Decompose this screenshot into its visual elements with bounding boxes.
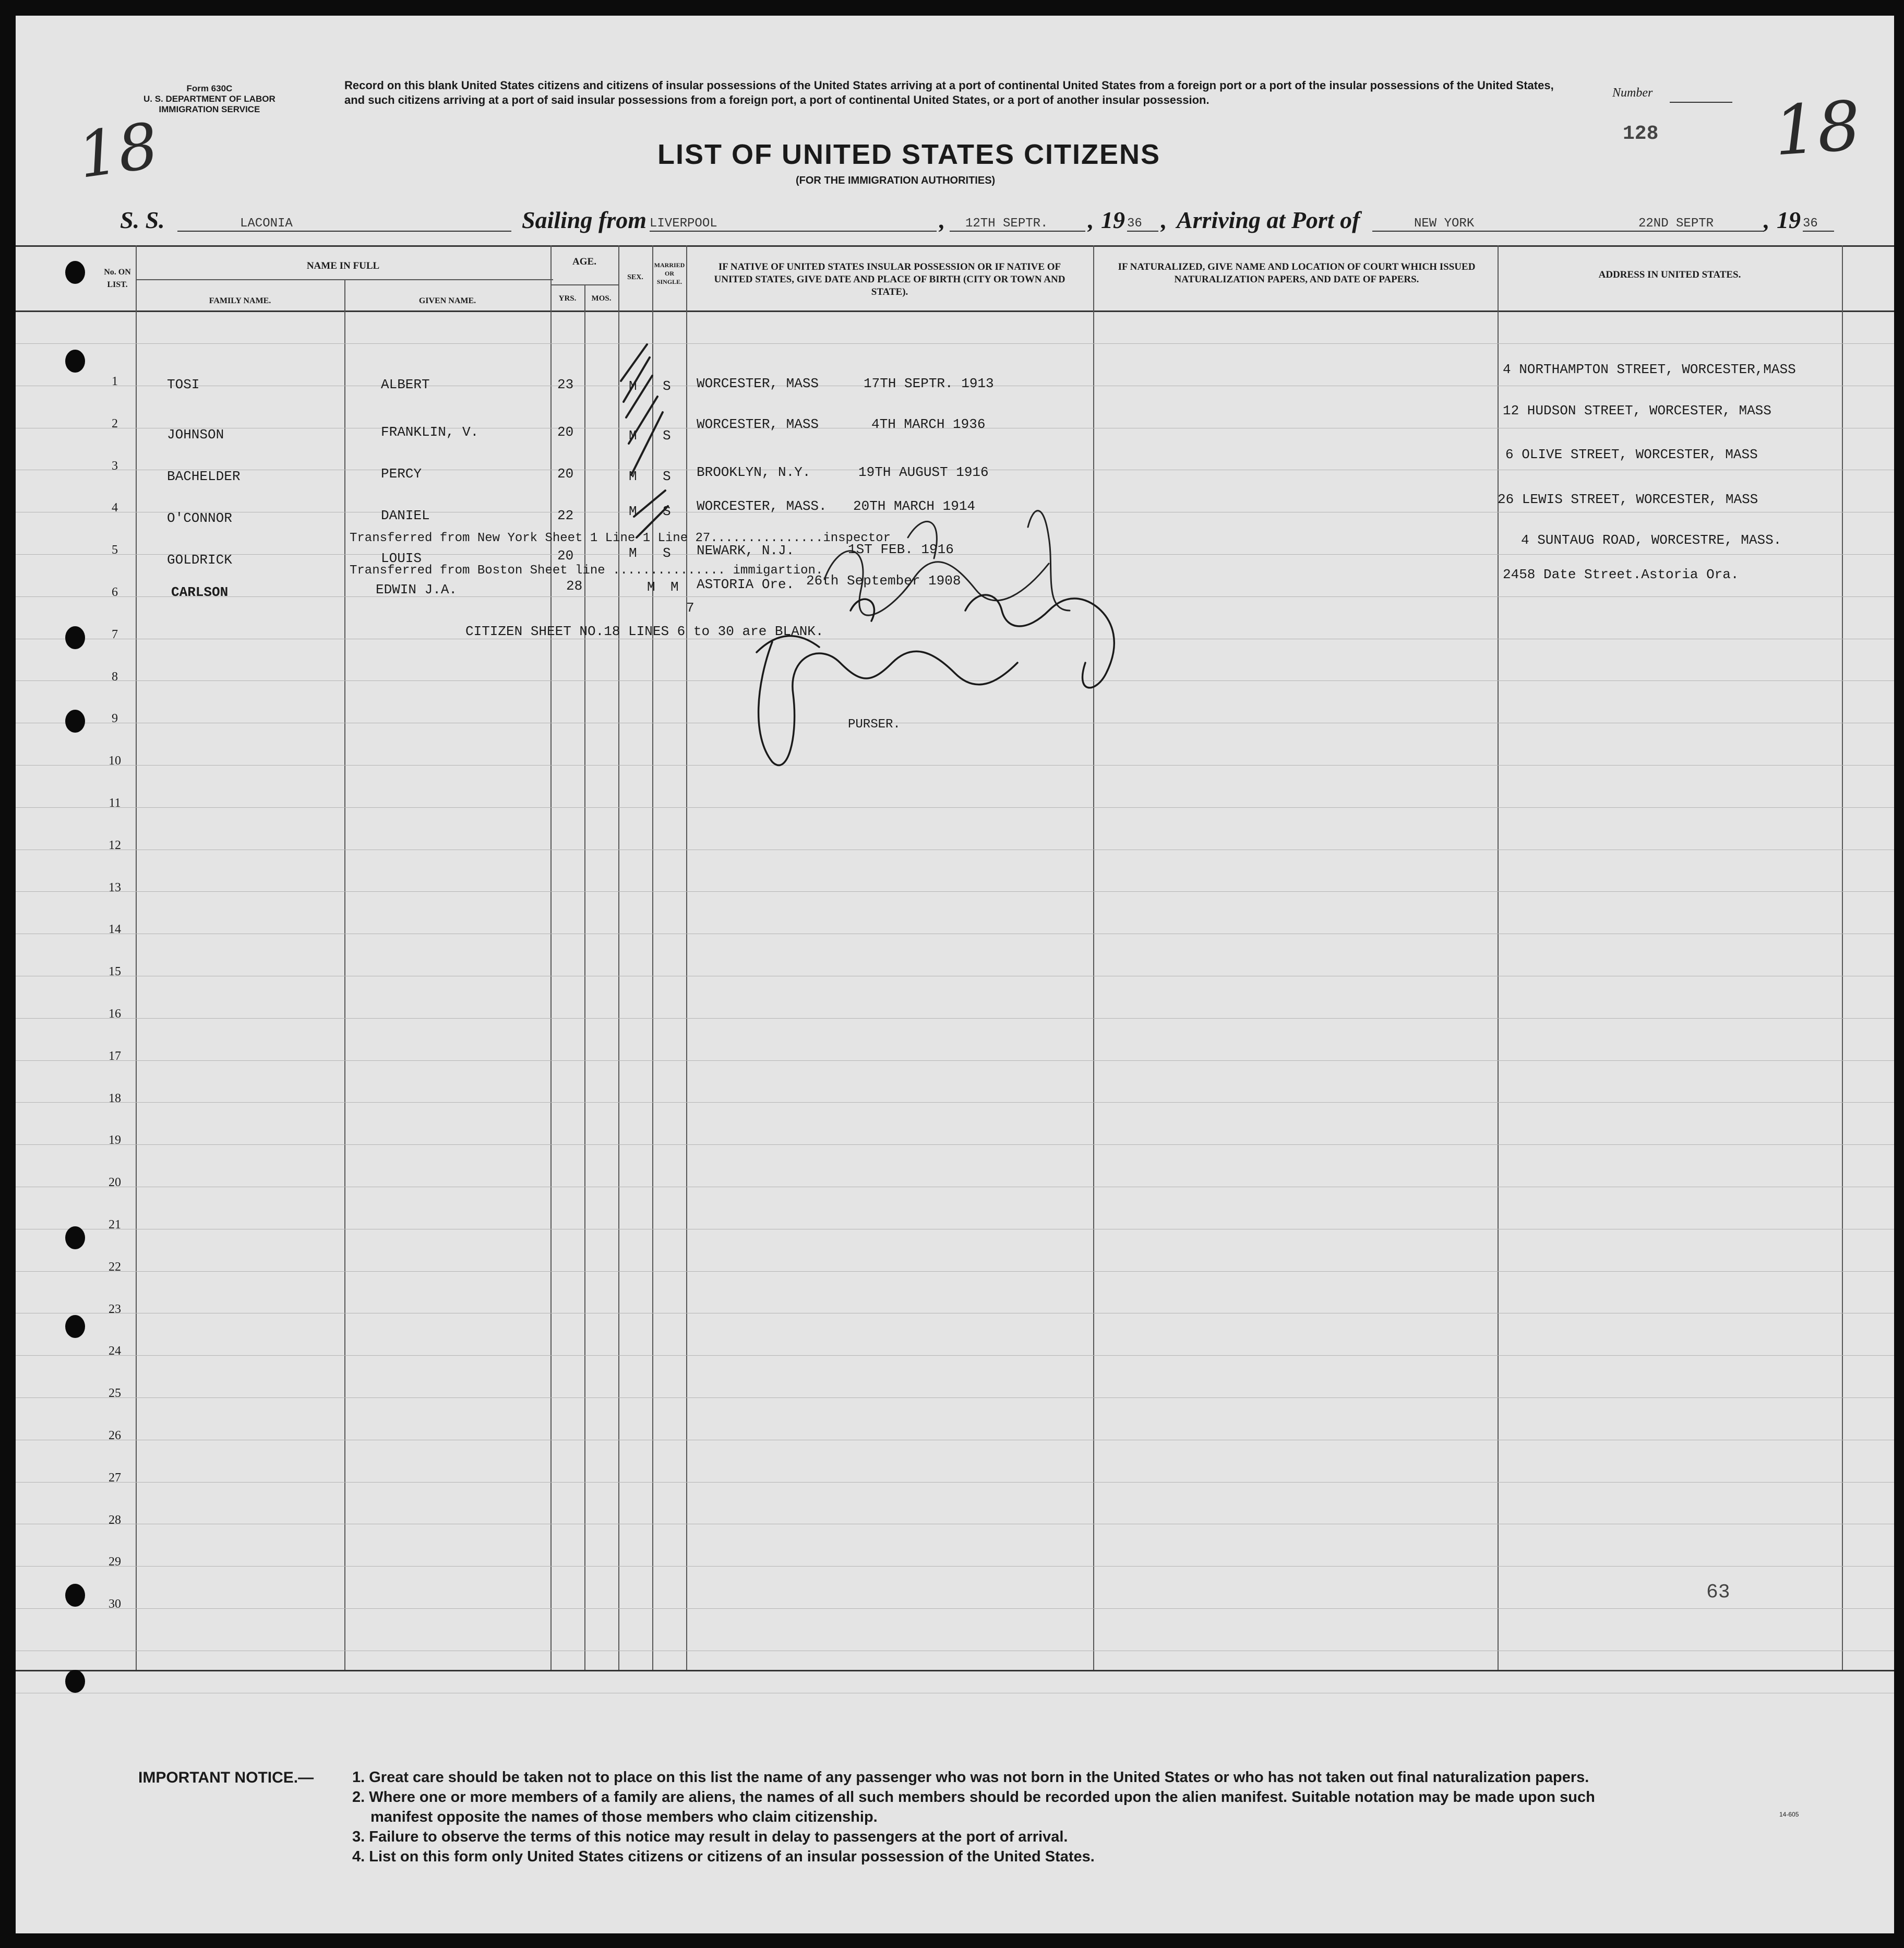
ruled-line <box>16 1060 1894 1061</box>
ruled-line <box>16 1397 1894 1398</box>
row-number: 7 <box>112 628 118 641</box>
age-years: 23 <box>557 377 574 392</box>
age-years: 20 <box>557 548 574 564</box>
row-number: 12 <box>109 839 121 852</box>
row-number: 27 <box>109 1471 121 1485</box>
arrival-date: 22ND SEPTR <box>1623 217 1764 232</box>
ruled-line <box>16 1271 1894 1272</box>
right-margin-line <box>1842 245 1843 1670</box>
row-number: 11 <box>109 796 121 810</box>
row-number: 15 <box>109 965 121 978</box>
form-identifier <box>143 83 276 115</box>
page-subtitle: (FOR THE IMMIGRATION AUTHORITIES) <box>796 175 996 186</box>
handwritten-sheet-number-right: 18 <box>1771 86 1863 171</box>
col-head-no: No. ON LIST. <box>104 268 131 289</box>
table-top-border <box>16 245 1894 247</box>
sailing-year-prefix: 19 <box>1101 207 1125 233</box>
row-number: 25 <box>109 1387 121 1400</box>
punch-hole <box>65 1670 85 1693</box>
row-number: 24 <box>109 1344 121 1358</box>
column-divider <box>584 284 585 1670</box>
given-name: EDWIN J.A. <box>376 582 458 597</box>
address: 4 SUNTAUG ROAD, WORCESTRE, MASS. <box>1521 532 1782 548</box>
sex: M <box>647 579 655 595</box>
punch-hole <box>65 1226 85 1249</box>
ruled-line <box>16 1102 1894 1103</box>
purser-signature <box>757 595 1114 765</box>
row-number: 4 <box>112 501 118 515</box>
punch-hole <box>65 1315 85 1338</box>
row-number: 20 <box>109 1176 121 1189</box>
sailing-from-label: Sailing from <box>522 207 647 233</box>
sex: M <box>629 504 637 519</box>
row-number: 22 <box>109 1260 121 1274</box>
print-code: 14-605 <box>1779 1811 1799 1818</box>
column-divider <box>1498 245 1499 1670</box>
number-label: Number <box>1612 86 1653 100</box>
column-divider <box>136 245 137 1670</box>
col-head-address: ADDRESS IN UNITED STATES. <box>1598 269 1741 280</box>
row-number: 17 <box>109 1049 121 1063</box>
sex: M <box>629 378 637 394</box>
check-mark <box>629 397 657 444</box>
row-number: 9 <box>112 712 118 725</box>
given-name: LOUIS <box>381 551 422 566</box>
transfer-note: Transferred from New York Sheet 1 Line 1 Line 27...............inspector <box>350 531 891 545</box>
col-head-naturalization: IF NATURALIZED, GIVE NAME AND LOCATION OF COURT WHICH ISSUED NATURALIZATION PAPERS, AND DATE OF PAPERS. <box>1118 261 1476 285</box>
age-years: 20 <box>557 466 574 482</box>
column-divider <box>344 279 345 1670</box>
age-years: 28 <box>566 578 583 594</box>
check-mark <box>621 344 647 381</box>
birth-date: 17TH SEPTR. 1913 <box>864 376 994 391</box>
row-number: 16 <box>109 1007 121 1021</box>
ship-name: LACONIA <box>177 217 511 232</box>
col-head-months: MOS. <box>591 294 612 303</box>
row-number: 19 <box>109 1133 121 1147</box>
notice-item-3: 3. Failure to observe the terms of this notice may result in delay to passengers at the port of arrival. <box>352 1829 1068 1845</box>
col-head-age: AGE. <box>572 256 596 267</box>
marital-status: S <box>663 428 671 444</box>
age-years: 20 <box>557 424 574 440</box>
marital-status: S <box>663 504 671 519</box>
page-title: LIST OF UNITED STATES CITIZENS <box>657 139 1160 170</box>
column-divider <box>550 245 552 1670</box>
arrival-port: NEW YORK <box>1372 217 1623 232</box>
check-mark <box>624 357 650 402</box>
departure-port: LIVERPOOL <box>650 217 937 232</box>
family-name: CARLSON <box>171 584 229 600</box>
given-name: DANIEL <box>381 508 430 523</box>
row-number: 13 <box>109 881 121 894</box>
family-name: JOHNSON <box>167 427 224 443</box>
handwritten-seven: 7 <box>686 600 694 616</box>
manifest-sheet: Form 630C U. S. DEPARTMENT OF LABOR IMMIGRATION SERVICE Record on this blank United States citizens and citizens of insular possessions of the United States arriving at a port of continental United States from a foreign port or a port of the insular possessions of the United States, and such citizens arriving at a port of said insular possessions from a foreign port, a port of continental United States, or a port of another insular possession. Number 128 18 18 LIST OF UNITED STATES CITIZENS (FOR THE IMMIGRATION AUTHORITIES) S. S. LACONIA Sailing from LIVERPOOL , 12TH SEPTR. , 19 36 , Arriving at Port of NEW YORK 22ND SEPTR , 19 36 No. ON LIST. NAME IN FULL FAMILY NAME. GIVEN NAME. AGE. YRS. MOS. SEX. MARRIED OR SINGLE. IF NATIVE OF UNITED STATES INSULAR POSSESSION OR IF NATIVE OF UNITED STATES, GIVE DATE AND PLACE OF BIRTH (CITY OR TOWN AND STATE). IF NATURALIZED, GIVE NAME AND LOCATION OF COURT WHICH ISSUED NATURALIZATION PAPERS, AND DATE OF PAPERS. ADDRESS IN UNITED STATES. 1 2 3 4 5 6 7 8 9 10 11 12 13 14 15 16 17 18 19 20 21 22 23 24 25 26 27 28 29 30 TOSI ALBERT 23 M S WORCESTER, MASS 17TH SEPTR. 1913 4 NORTHAMPTON STREET, WORCESTER,MASS JOHNSON FRANKLIN, V. 20 M S WORCESTER, MASS 4TH MARCH 1936 12 HUDSON STREET, WORCESTER, MASS BACHELDER PERCY 20 M S BROOKLYN, N.Y. 19TH AUGUST 1916 6 OLIVE STREET, WORCESTER, MASS O'CONNOR DANIEL 22 M S WORCESTER, MASS. 20TH MARCH 1914 26 LEWIS STREET, WORCESTER, MASS Transferred from New York Sheet 1 Line 1 Line 27...............inspector GOLDRICK LOUIS 20 M S NEWARK, N.J. 1ST FEB. 1916 4 SUNTAUG ROAD, WORCESTRE, MASS. Transferred from Boston Sheet line ............... immigartion. CARLSON EDWIN J.A. 28 M M ASTORIA Ore. 26th September 1908 2458 Date Street.Astoria Ora. 7 CITIZEN SHEET NO.18 LINES 6 to 30 are BLANK. PURSER. 63 IMPORTANT NOTICE.— 1. Great care should be taken not to place on this list the name of any passenger who was not born in the United States or who has not taken out final naturalization papers. 2. Where one or more members of a family are aliens, the names of all such members should be recorded upon the alien manifest. Suitable notation may be made upon such manifest opposite the names of those members who claim citizenship. 3. Failure to observe the terms of this notice may result in delay to passengers at the port of arrival. 4. List on this form only United States citizens or citizens of an insular possession of the United States. 14-605 <box>16 16 1894 1933</box>
birth-place: WORCESTER, MASS <box>697 376 819 391</box>
marital-status: S <box>663 469 671 484</box>
address: 4 NORTHAMPTON STREET, WORCESTER,MASS <box>1503 362 1796 377</box>
arriving-label: Arriving at Port of <box>1177 207 1360 233</box>
birth-place: WORCESTER, MASS. <box>697 498 827 514</box>
ruled-line <box>16 1018 1894 1019</box>
notice-heading: IMPORTANT NOTICE.— <box>138 1769 314 1786</box>
birth-date: 4TH MARCH 1936 <box>871 416 986 432</box>
row-number: 1 <box>112 375 118 388</box>
address: 6 OLIVE STREET, WORCESTER, MASS <box>1505 447 1758 462</box>
header-bottom-border <box>16 310 1894 312</box>
given-name: FRANKLIN, V. <box>381 424 479 440</box>
notice-item-1: 1. Great care should be taken not to place on this list the name of any passenger who was not born in the United States or who has not taken out final naturalization papers. <box>352 1769 1589 1786</box>
purser-label: PURSER. <box>848 718 901 732</box>
punch-hole <box>65 350 85 373</box>
ruled-line <box>16 1566 1894 1567</box>
sex: M <box>629 469 637 484</box>
address: 12 HUDSON STREET, WORCESTER, MASS <box>1503 403 1771 419</box>
age-years: 22 <box>557 508 574 523</box>
ruled-line <box>16 1482 1894 1483</box>
row-number: 10 <box>109 754 121 768</box>
arrival-year-prefix: 19 <box>1777 207 1801 233</box>
sailing-date: 12TH SEPTR. <box>950 217 1085 232</box>
birth-date: 26th September 1908 <box>806 573 961 589</box>
family-name: TOSI <box>167 377 200 392</box>
row-number: 8 <box>112 670 118 684</box>
family-name: BACHELDER <box>167 469 241 484</box>
sailing-year: 36 <box>1127 217 1158 232</box>
table-bottom-border <box>16 1670 1894 1671</box>
row-number: 18 <box>109 1092 121 1105</box>
form-number: Form 630C <box>186 83 233 93</box>
ruled-line <box>16 1355 1894 1356</box>
page-number: 63 <box>1706 1581 1730 1604</box>
birth-date: 20TH MARCH 1914 <box>853 498 976 514</box>
sex: M <box>629 545 637 561</box>
col-head-name-in-full: NAME IN FULL <box>306 260 380 271</box>
handwritten-sheet-number-left: 18 <box>74 110 163 193</box>
punch-hole <box>65 261 85 284</box>
row-number: 30 <box>109 1597 121 1611</box>
arrival-year: 36 <box>1803 217 1834 232</box>
col-head-birth: IF NATIVE OF UNITED STATES INSULAR POSSESSION OR IF NATIVE OF UNITED STATES, GIVE DATE AND PLACE OF BIRTH (CITY OR TOWN AND STATE). <box>714 261 1065 297</box>
given-name: ALBERT <box>381 377 430 392</box>
row-number: 23 <box>109 1302 121 1316</box>
record-instructions: Record on this blank United States citizens and citizens of insular possessions of the United States arriving at a port of continental United States from a foreign port or a port of the insular possessions of the United States, and such citizens arriving at a port of said insular possessions from a foreign port, a port of continental United States, or a port of another insular possession. <box>344 79 1554 106</box>
service-name: IMMIGRATION SERVICE <box>159 104 260 114</box>
col-head-married-single: MARRIED OR SINGLE. <box>654 261 685 285</box>
ruled-line <box>16 891 1894 892</box>
row-number: 26 <box>109 1429 121 1442</box>
department-name: U. S. DEPARTMENT OF LABOR <box>143 94 276 104</box>
ruled-line <box>16 1608 1894 1609</box>
row-number: 14 <box>109 923 121 936</box>
birth-place: WORCESTER, MASS <box>697 416 819 432</box>
address: 2458 Date Street.Astoria Ora. <box>1503 567 1739 582</box>
birth-date: 1ST FEB. 1916 <box>848 542 954 557</box>
punch-hole <box>65 626 85 649</box>
birth-place: BROOKLYN, N.Y. <box>697 464 811 480</box>
birth-place: ASTORIA Ore. <box>697 577 795 592</box>
col-head-years: YRS. <box>558 294 577 303</box>
address: 26 LEWIS STREET, WORCESTER, MASS <box>1498 492 1758 507</box>
family-name: O'CONNOR <box>167 510 232 526</box>
row-number: 21 <box>109 1218 121 1232</box>
punch-hole <box>65 710 85 733</box>
row-number: 28 <box>109 1513 121 1527</box>
family-name: GOLDRICK <box>167 552 232 568</box>
sex: M <box>629 428 637 444</box>
row-number: 29 <box>109 1555 121 1569</box>
row-number: 3 <box>112 459 118 473</box>
notice-item-2: 2. Where one or more members of a family are aliens, the names of all such members should be recorded upon the alien manifest. Suitable notation may be made upon such <box>352 1789 1595 1806</box>
row-number: 2 <box>112 417 118 431</box>
col-head-given-name: GIVEN NAME. <box>418 296 476 305</box>
col-head-sex: SEX. <box>627 273 643 281</box>
number-underline <box>1670 102 1732 103</box>
check-mark <box>631 412 663 475</box>
blank-lines-note: CITIZEN SHEET NO.18 LINES 6 to 30 are BLANK. <box>465 624 824 639</box>
ruled-line <box>16 1144 1894 1145</box>
marital-status: M <box>670 579 679 595</box>
transfer-note: Transferred from Boston Sheet line ............... immigartion. <box>350 564 823 578</box>
marital-status: S <box>663 545 671 561</box>
row-number: 6 <box>112 585 118 599</box>
marital-status: S <box>663 378 671 394</box>
list-number: 128 <box>1623 123 1659 145</box>
col-head-family-name: FAMILY NAME. <box>209 296 271 305</box>
punch-hole <box>65 1584 85 1607</box>
birth-place: NEWARK, N.J. <box>697 543 795 558</box>
given-name: PERCY <box>381 466 422 482</box>
birth-date: 19TH AUGUST 1916 <box>858 464 989 480</box>
notice-item-2-cont: manifest opposite the names of those members who claim citizenship. <box>370 1809 878 1825</box>
handwritten-marks <box>600 318 1278 882</box>
row-number: 5 <box>112 543 118 557</box>
notice-item-4: 4. List on this form only United States citizens or citizens of an insular possession of the United States. <box>352 1848 1095 1865</box>
ss-label: S. S. <box>120 207 165 233</box>
